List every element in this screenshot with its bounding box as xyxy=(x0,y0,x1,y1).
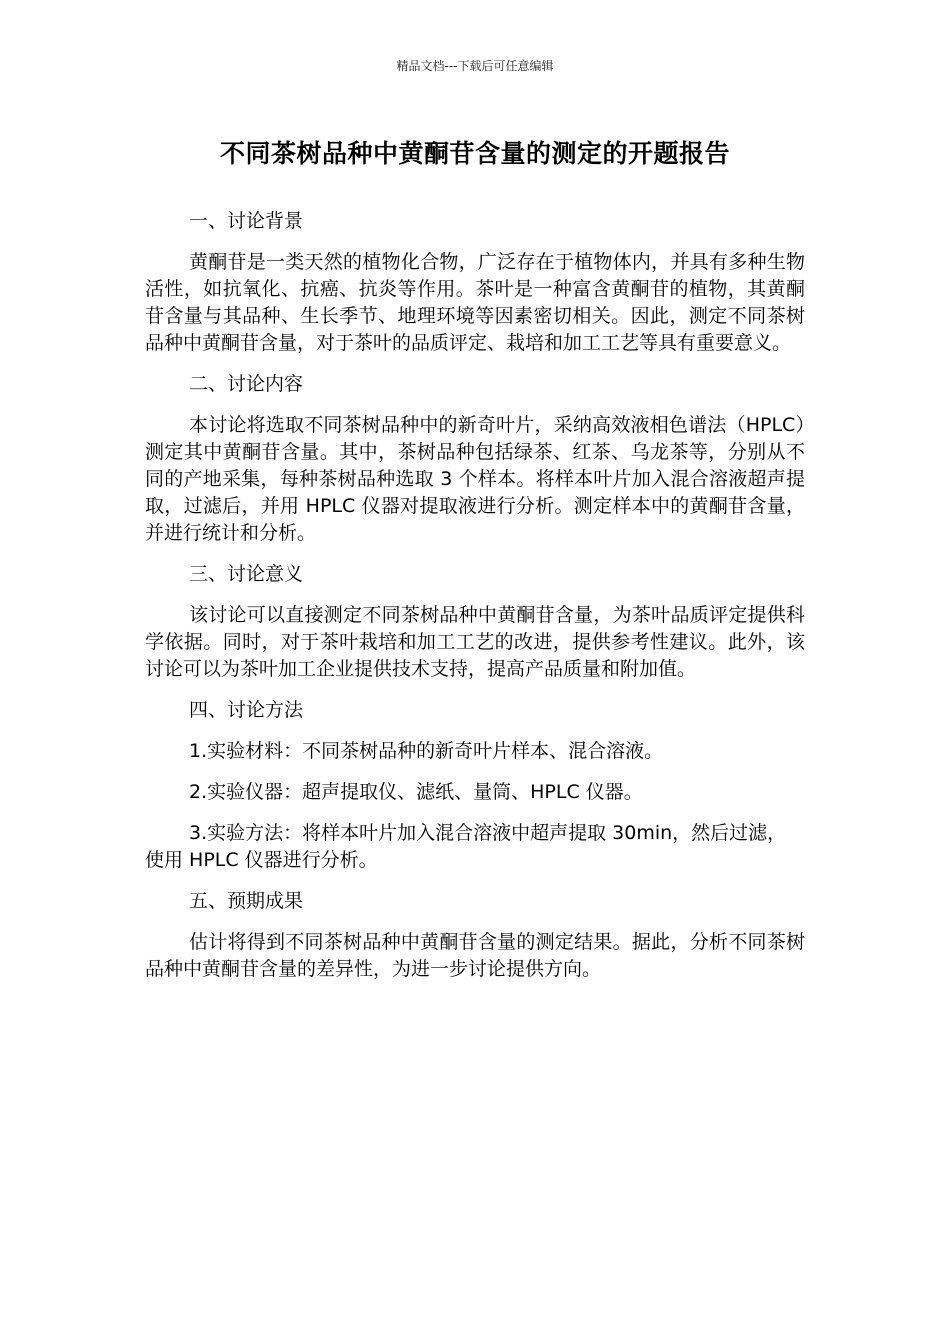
section-heading-significance: 三、讨论意义 xyxy=(189,563,304,585)
section-paragraph-expected-results: 估计将得到不同茶树品种中黄酮苷含量的测定结果。据此，分析不同茶树品种中黄酮苷含量的差异性，为进一步讨论提供方向。 xyxy=(145,931,805,980)
method-item-procedure: 3.实验方法：将样本叶片加入混合溶液中超声提取 30min，然后过滤，使用 HPLC 仪器进行分析。 xyxy=(145,822,787,871)
header-note: 精品文档---下载后可任意编辑 xyxy=(396,59,554,73)
method-item-instruments: 2.实验仪器：超声提取仪、滤纸、量筒、HPLC 仪器。 xyxy=(189,781,643,803)
section-heading-methods: 四、讨论方法 xyxy=(189,699,304,721)
section-heading-content: 二、讨论内容 xyxy=(189,373,304,395)
section-paragraph-significance: 该讨论可以直接测定不同茶树品种中黄酮苷含量，为茶叶品质评定提供科学依据。同时，对于茶叶栽培和加工工艺的改进，提供参考性建议。此外，该讨论可以为茶叶加工企业提供技术支持，提高产品质量和附加值。 xyxy=(145,604,805,680)
section-heading-background: 一、讨论背景 xyxy=(189,210,304,232)
document-title: 不同茶树品种中黄酮苷含量的测定的开题报告 xyxy=(219,139,730,168)
document-body xyxy=(145,208,805,997)
section-paragraph-background: 黄酮苷是一类天然的植物化合物，广泛存在于植物体内，并具有多种生物活性，如抗氧化、抗癌、抗炎等作用。茶叶是一种富含黄酮苷的植物，其黄酮苷含量与其品种、生长季节、地理环境等因素密切相关。因此，测定不同茶树品种中黄酮苷含量，对于茶叶的品质评定、栽培和加工工艺等具有重要意义。 xyxy=(145,251,805,354)
section-heading-expected-results: 五、预期成果 xyxy=(189,890,304,912)
method-item-materials: 1.实验材料：不同茶树品种的新奇叶片样本、混合溶液。 xyxy=(189,740,664,762)
section-paragraph-content: 本讨论将选取不同茶树品种中的新奇叶片，采纳高效液相色谱法（HPLC）测定其中黄酮苷含量。其中，茶树品种包括绿茶、红茶、乌龙茶等，分别从不同的产地采集，每种茶树品种选取 3 个样本。将样本叶片加入混合溶液超声提取，过滤后，并用 HPLC 仪器对提取液进行分析。测定样本中的黄酮苷含量，并进行统计和分析。 xyxy=(145,414,805,544)
